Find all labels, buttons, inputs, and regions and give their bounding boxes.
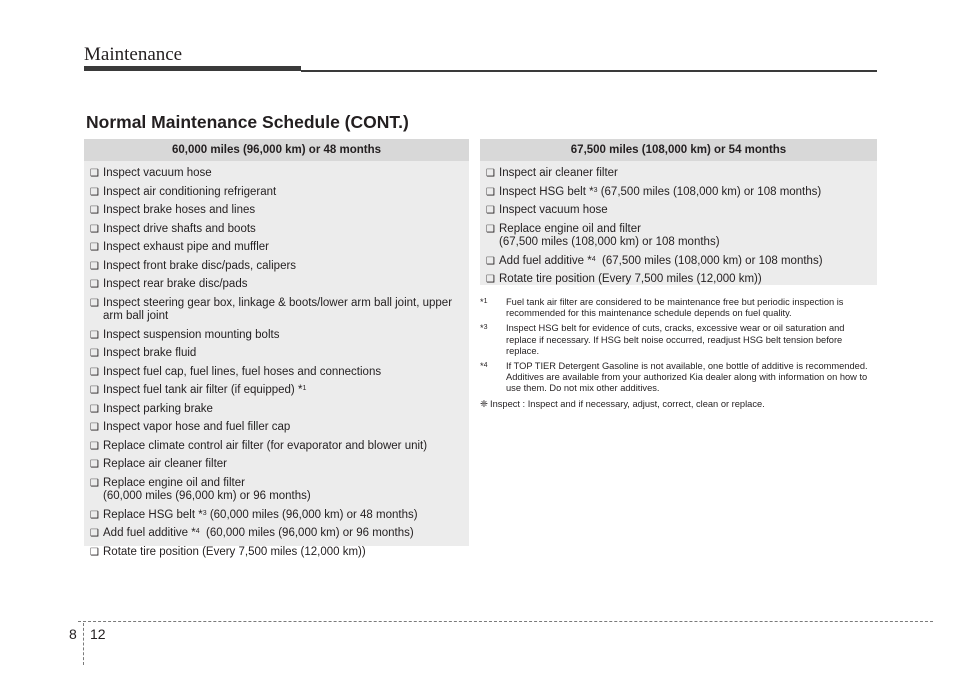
footer-dashed-rule	[78, 621, 933, 622]
checklist-item-label: Replace air cleaner filter	[103, 458, 228, 470]
checklist-item-label: Replace engine oil and filter	[103, 476, 245, 489]
checklist-item-label: Add fuel additive *	[499, 254, 592, 267]
checklist-item-label: Inspect brake fluid	[103, 347, 197, 359]
header-rule-thin	[301, 70, 877, 72]
checklist-item-text	[103, 241, 465, 255]
checkbox-icon: ❑	[90, 477, 99, 489]
checklist-item-text	[103, 384, 465, 398]
checkbox-icon: ❑	[90, 168, 99, 179]
checklist-item-label: Replace engine oil and filter	[499, 222, 641, 235]
checklist-item-label: Inspect parking brake	[103, 402, 213, 415]
checklist-item	[90, 295, 465, 327]
checklist-item	[486, 165, 873, 184]
checklist-item	[90, 276, 465, 295]
checklist-item-text	[103, 278, 465, 292]
checklist-item-text	[103, 204, 465, 218]
checklist-item-label: Inspect vacuum hose	[499, 204, 608, 216]
footnote-ref: 1	[302, 385, 307, 392]
checklist-item	[486, 271, 873, 290]
checkbox-icon: ❑	[90, 366, 99, 378]
footnote-ref: 4	[195, 528, 200, 535]
checklist-item-interval: (67,500 miles (108,000 km) or 108 months)	[597, 185, 822, 198]
checklist-item	[90, 401, 465, 420]
checklist-item-label: Replace climate control air filter (for evaporator and blower unit)	[103, 439, 428, 452]
checklist-item-label: Inspect air conditioning refrigerant	[103, 185, 277, 198]
footnote-text: Fuel tank air filter are considered to be maintenance free but periodic inspection is recommended for this maintenance schedule depends on fuel quality.	[506, 297, 844, 319]
footnote	[480, 323, 877, 357]
checklist-item	[90, 419, 465, 438]
checklist-item	[486, 184, 873, 203]
left-schedule-box	[84, 139, 469, 558]
checkbox-icon: ❑	[90, 242, 99, 253]
checkbox-icon: ❑	[486, 168, 495, 179]
checklist-item	[486, 221, 873, 253]
checkbox-icon: ❑	[90, 186, 99, 198]
checkbox-icon: ❑	[90, 459, 99, 470]
footnote-marker	[480, 323, 506, 357]
checklist-item	[90, 327, 465, 346]
page-header-title: Maintenance	[84, 44, 183, 65]
checklist-item	[90, 456, 465, 475]
checklist-item	[90, 258, 465, 277]
checklist-item-text	[103, 347, 465, 361]
checklist-item-text	[103, 167, 465, 181]
footnote-marker	[480, 361, 506, 395]
footnote-asterisk: *	[480, 297, 484, 307]
checklist-item-label: Rotate tire position (Every 7,500 miles (12,000 km))	[499, 273, 762, 285]
header-rule-thick	[84, 66, 301, 71]
footnote-number: 4	[483, 362, 488, 370]
checklist-item-label: Inspect front brake disc/pads, calipers	[103, 259, 297, 272]
checkbox-icon: ❑	[90, 528, 99, 539]
checklist-item-label: Inspect vapor hose and fuel filler cap	[103, 421, 291, 433]
checkbox-icon: ❑	[90, 385, 99, 396]
footnotes	[480, 297, 877, 410]
checklist-item-label: Inspect air cleaner filter	[499, 167, 618, 179]
checklist-item	[90, 364, 465, 383]
right-schedule-list	[480, 161, 877, 290]
checklist-item-label: Inspect rear brake disc/pads	[103, 278, 248, 290]
checklist-item	[90, 382, 465, 401]
checklist-item	[90, 507, 465, 526]
checklist-item-label: Inspect fuel tank air filter (if equipped) *	[103, 384, 303, 396]
checklist-item-label: Replace HSG belt *	[103, 508, 203, 521]
checklist-item	[90, 165, 465, 184]
checklist-item	[486, 202, 873, 221]
checkbox-icon: ❑	[90, 297, 99, 309]
right-schedule-box	[480, 139, 877, 285]
checkbox-icon: ❑	[90, 205, 99, 216]
checklist-item-text	[103, 458, 465, 472]
checkbox-icon: ❑	[90, 403, 99, 415]
footnote-ref: 4	[591, 255, 596, 263]
page-chapter-number: 8	[69, 626, 77, 642]
footnote	[480, 297, 877, 319]
left-schedule-list	[84, 161, 469, 562]
checklist-item-text	[103, 186, 465, 200]
footnote-asterisk: *	[480, 361, 484, 372]
checklist-item-text	[103, 403, 465, 417]
checklist-item-text	[103, 527, 465, 541]
checklist-item	[90, 202, 465, 221]
checklist-item-text	[103, 329, 465, 343]
checklist-item	[90, 438, 465, 457]
right-schedule-heading: 67,500 miles (108,000 km) or 54 months	[480, 139, 877, 161]
checklist-item	[90, 525, 465, 544]
footnote-text: Inspect HSG belt for evidence of cuts, cracks, excessive wear or oil saturation and replace if necessary. If HSG belt noise occurred, readjust HSG belt tension before replace.	[506, 323, 845, 356]
page-number: 12	[90, 626, 106, 642]
section-title: Normal Maintenance Schedule (CONT.)	[86, 112, 409, 132]
checklist-item-text	[499, 186, 873, 200]
checklist-item-interval: (60,000 miles (96,000 km) or 96 months)	[199, 527, 414, 539]
footnote-ref: 3	[593, 186, 598, 194]
left-schedule-heading: 60,000 miles (96,000 km) or 48 months	[84, 139, 469, 161]
inspect-note-text: Inspect : Inspect and if necessary, adjust, correct, clean or replace.	[490, 398, 765, 409]
checklist-item-text	[103, 546, 465, 560]
checklist-item	[90, 544, 465, 563]
checkbox-icon: ❑	[90, 422, 99, 433]
footnote-text: If TOP TIER Detergent Gasoline is not available, one bottle of additive is recommended. Additives are available from your authorized Kia dealer along with information on how to use them. Do not mix other additives.	[506, 361, 868, 394]
checklist-item-text	[499, 255, 873, 269]
checklist-item-label: Add fuel additive *	[103, 527, 196, 539]
footnote	[480, 361, 877, 395]
checklist-item-label: Inspect exhaust pipe and muffler	[103, 241, 270, 253]
checklist-item	[90, 475, 465, 507]
checklist-item-text	[103, 297, 465, 324]
checklist-item-label: Inspect HSG belt *	[499, 185, 594, 198]
checklist-item	[90, 345, 465, 364]
footnote-asterisk: *	[480, 323, 484, 334]
checklist-item-text	[103, 223, 465, 237]
checklist-item-text	[103, 260, 465, 274]
inspect-note	[480, 399, 877, 410]
checklist-item-text	[499, 167, 873, 181]
inspect-note-marker: ❈	[480, 398, 488, 409]
checklist-item	[90, 239, 465, 258]
checkbox-icon: ❑	[90, 279, 99, 290]
checklist-item-text	[103, 509, 465, 523]
checkbox-icon: ❑	[90, 223, 99, 235]
checkbox-icon: ❑	[90, 329, 99, 341]
footnote-ref: 3	[202, 509, 207, 517]
checklist-item	[486, 253, 873, 272]
checklist-item-interval: (67,500 miles (108,000 km) or 108 months)	[595, 254, 823, 267]
checklist-item	[90, 221, 465, 240]
checkbox-icon: ❑	[90, 348, 99, 359]
checklist-item-interval: (60,000 miles (96,000 km) or 48 months)	[206, 508, 418, 521]
checklist-item-label: Inspect drive shafts and boots	[103, 222, 256, 235]
checklist-item-label: Inspect vacuum hose	[103, 167, 212, 179]
checklist-item-label: Inspect brake hoses and lines	[103, 204, 256, 216]
footer-vertical-dashed-rule	[83, 623, 84, 665]
checklist-item-interval: (60,000 miles (96,000 km) or 96 months)	[103, 490, 311, 502]
footnote-number: 3	[483, 324, 488, 332]
checkbox-icon: ❑	[486, 223, 495, 235]
checkbox-icon: ❑	[486, 205, 495, 216]
checkbox-icon: ❑	[90, 509, 99, 521]
checklist-item-text	[103, 366, 465, 380]
footnote-number: 1	[483, 298, 488, 305]
checklist-item-label: Inspect fuel cap, fuel lines, fuel hoses and connections	[103, 365, 382, 378]
footnote-marker	[480, 297, 506, 319]
checklist-item-text	[103, 421, 465, 435]
checklist-item-interval: (67,500 miles (108,000 km) or 108 months)	[499, 236, 720, 248]
checklist-item-label: Inspect steering gear box, linkage & boots/lower arm ball joint, upper arm ball joint	[103, 296, 453, 322]
checkbox-icon: ❑	[90, 440, 99, 452]
checkbox-icon: ❑	[486, 186, 495, 198]
checklist-item-label: Inspect suspension mounting bolts	[103, 328, 280, 341]
checkbox-icon: ❑	[486, 255, 495, 267]
checklist-item-text	[499, 273, 873, 287]
checklist-item-text	[499, 204, 873, 218]
checkbox-icon: ❑	[486, 274, 495, 285]
checkbox-icon: ❑	[90, 260, 99, 272]
checklist-item-text	[103, 440, 465, 454]
checkbox-icon: ❑	[90, 546, 99, 558]
checklist-item-label: Rotate tire position (Every 7,500 miles (12,000 km))	[103, 545, 366, 558]
checklist-item	[90, 184, 465, 203]
checklist-item-text	[499, 223, 873, 250]
checklist-item-text	[103, 477, 465, 504]
